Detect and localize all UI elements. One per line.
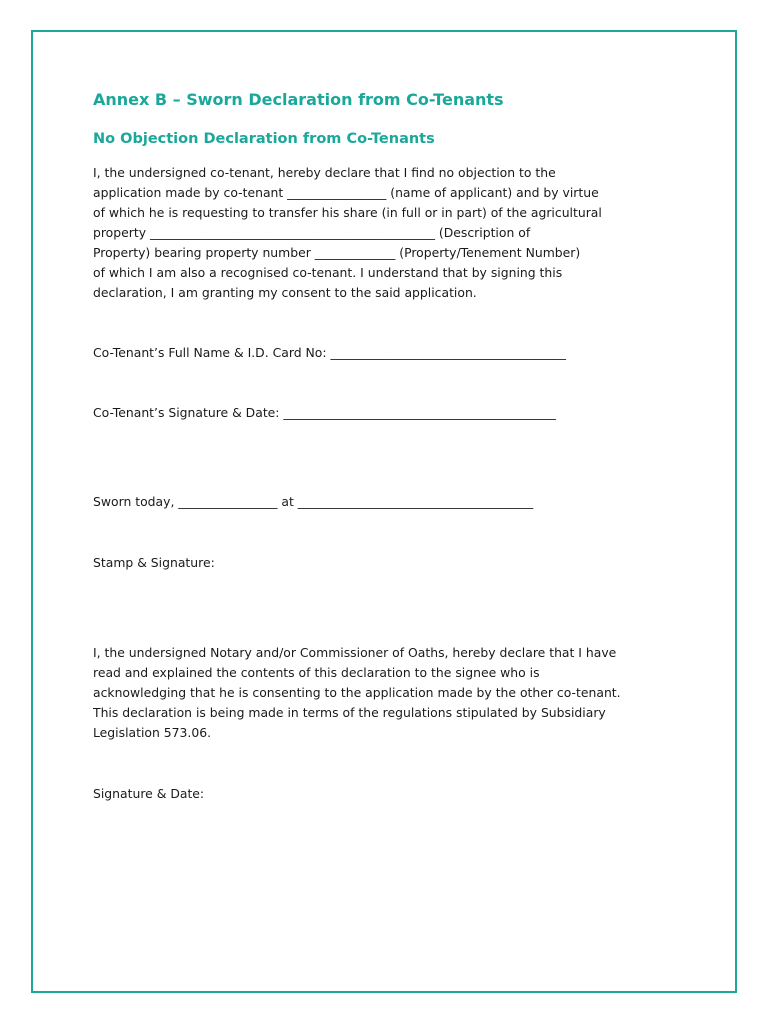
stamp-signature-field: Stamp & Signature:	[93, 555, 215, 570]
final-signature-field: Signature & Date:	[93, 786, 205, 801]
notary-line: Legislation 573.06.	[93, 725, 212, 740]
document-title: Annex B – Sworn Declaration from Co-Tenants	[93, 90, 504, 109]
sworn-field: Sworn today, ________________ at ______________________________________	[93, 494, 534, 509]
declaration-line: property ______________________________________________ (Description of	[93, 225, 531, 240]
notary-line: I, the undersigned Notary and/or Commissioner of Oaths, hereby declare that I have	[93, 645, 617, 660]
notary-line: read and explained the contents of this declaration to the signee who is	[93, 665, 540, 680]
declaration-line: Property) bearing property number _____________ (Property/Tenement Number)	[93, 245, 581, 260]
notary-line: acknowledging that he is consenting to the application made by the other co-tenant.	[93, 685, 621, 700]
declaration-line: of which I am also a recognised co-tenant. I understand that by signing this	[93, 265, 563, 280]
declaration-line: of which he is requesting to transfer his share (in full or in part) of the agricultural	[93, 205, 602, 220]
declaration-paragraph	[93, 163, 602, 303]
cotenant-name-field: Co-Tenant’s Full Name & I.D. Card No: ______________________________________	[93, 345, 566, 360]
notary-paragraph	[93, 643, 621, 743]
declaration-line: application made by co-tenant ________________ (name of applicant) and by virtue	[93, 185, 599, 200]
section-subtitle: No Objection Declaration from Co-Tenants	[93, 131, 435, 147]
declaration-line: I, the undersigned co-tenant, hereby declare that I find no objection to the	[93, 165, 556, 180]
cotenant-signature-field: Co-Tenant’s Signature & Date: ____________________________________________	[93, 405, 557, 420]
notary-line: This declaration is being made in terms of the regulations stipulated by Subsidiary	[93, 705, 606, 720]
declaration-line: declaration, I am granting my consent to the said application.	[93, 285, 477, 300]
